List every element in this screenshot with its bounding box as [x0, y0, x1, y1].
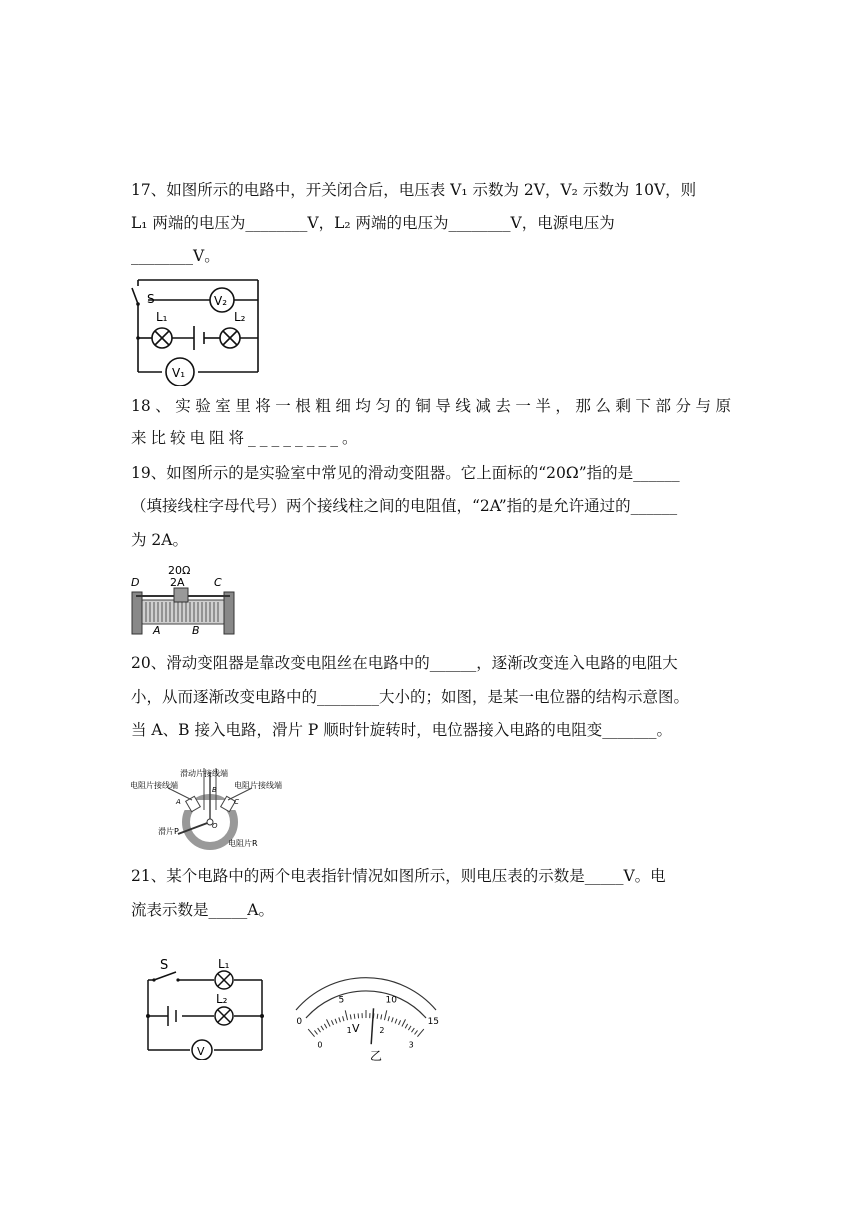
dial-tick [324, 1024, 326, 1028]
outer-scale-label: 5 [338, 995, 345, 1006]
dial-tick [318, 1028, 321, 1032]
rating-resistance: 20Ω [168, 564, 191, 577]
q17-line-3: ________V。 [131, 247, 220, 265]
terminal-a-label: A [153, 624, 161, 637]
terminal-d-label: D [131, 576, 140, 589]
dial-tick [402, 1019, 406, 1026]
terminal-b-label: B [192, 624, 200, 637]
lamp-l2-label: L₂ [234, 310, 246, 324]
inner-scale-label: 1 [346, 1025, 352, 1035]
resistor-r-label: 电阻片R [228, 839, 258, 848]
dial-tick [399, 1020, 401, 1025]
q21-circuit-figure [140, 952, 270, 1060]
dial-tick [395, 1019, 397, 1024]
q20-line-1: 20、滑动变阻器是靠改变电阻丝在电路中的______，逐渐改变连入电路的电阻大 [131, 654, 678, 672]
q19-line-3: 为 2A。 [131, 531, 188, 549]
dial-tick [381, 1014, 382, 1019]
q17-line-2: L₁ 两端的电压为________V，L₂ 两端的电压为________V，电源电压为 [131, 214, 615, 232]
terminal-c-label: C [214, 576, 222, 589]
q21-line-1: 21、某个电路中的两个电表指针情况如图所示，则电压表的示数是_____V。电 [131, 867, 666, 885]
needle-v-label: V [352, 1022, 360, 1035]
outer-scale-label: 15 [427, 1016, 440, 1027]
lamp-l2-label: L₂ [216, 992, 228, 1006]
inner-scale-label: 2 [379, 1025, 385, 1035]
meter-v2-label: V₂ [214, 294, 228, 308]
q21-meter-dial-figure [276, 948, 456, 1066]
lamp-l1-label: L₁ [218, 957, 230, 971]
outer-scale-label: 10 [385, 995, 397, 1006]
dial-tick [384, 1010, 386, 1020]
terminal-b-label: B [212, 786, 217, 794]
dial-tick [377, 1014, 378, 1019]
dial-tick [335, 1019, 337, 1024]
q17-line-1: 17、如图所示的电路中，开关闭合后，电压表 V₁ 示数为 2V，V₂ 示数为 10V，则 [131, 181, 697, 199]
dial-tick [417, 1029, 423, 1037]
slider-terminal-label: 滑动片接线端 [180, 769, 228, 778]
dial-tick [388, 1016, 389, 1021]
inner-scale-label: 0 [317, 1040, 323, 1050]
slider-p-label: 滑片P [158, 827, 179, 836]
resistor-terminal-left-label: 电阻片接线端 [130, 781, 178, 790]
dial-tick [339, 1017, 341, 1022]
q19-line-1: 19、如图所示的是实验室中常见的滑动变阻器。它上面标的“20Ω”指的是______ [131, 464, 680, 482]
meter-needle [371, 1008, 373, 1044]
rating-current: 2A [170, 576, 185, 589]
q18-line-2: 来比较电阻将________。 [131, 429, 362, 447]
terminal-a-label: A [176, 798, 181, 806]
dial-tick [343, 1016, 344, 1021]
q17-circuit-figure [128, 276, 268, 386]
switch-label: S [160, 958, 169, 973]
dial-tick [321, 1026, 324, 1030]
dial-tick [415, 1030, 418, 1034]
dial-tick [327, 1019, 331, 1026]
q20-potentiometer-figure [128, 760, 298, 852]
dial-tick [350, 1014, 351, 1019]
q21-line-2: 流表示数是_____A。 [131, 901, 274, 919]
q19-line-2: （填接线柱字母代号）两个接线柱之间的电阻值，“2A”指的是允许通过的______ [131, 497, 678, 515]
center-o-label: O [212, 822, 218, 830]
dial-tick [412, 1028, 415, 1032]
switch-label: S [147, 292, 155, 306]
dial-tick [314, 1030, 317, 1034]
resistor-terminal-right-label: 电阻片接线端 [234, 781, 282, 790]
meter-v1-label: V₁ [172, 366, 186, 380]
meter-v-label: V [197, 1045, 205, 1058]
dial-caption: 乙 [370, 1049, 383, 1063]
q20-line-2: 小，从而逐渐改变电路中的________大小的；如图，是某一电位器的结构示意图。 [131, 688, 690, 706]
dial-tick [392, 1017, 394, 1022]
q18-line-1: 18、实验室里将一根粗细均匀的铜导线减去一半，那么剩下部分与原 [131, 397, 731, 415]
q19-rheostat-figure [128, 562, 238, 638]
dial-tick [345, 1010, 347, 1020]
dial-tick [308, 1029, 314, 1037]
terminal-c-label: C [234, 798, 239, 806]
inner-scale-label: 3 [408, 1040, 414, 1050]
dial-tick [405, 1024, 407, 1028]
outer-scale-label: 0 [296, 1016, 303, 1027]
dial-tick [331, 1020, 333, 1025]
q20-line-3: 当 A、B 接入电路，滑片 P 顺时针旋转时，电位器接入电路的电阻变_______。 [131, 721, 672, 739]
dial-tick [408, 1026, 411, 1030]
dial-tick [354, 1014, 355, 1019]
lamp-l1-label: L₁ [156, 310, 168, 324]
